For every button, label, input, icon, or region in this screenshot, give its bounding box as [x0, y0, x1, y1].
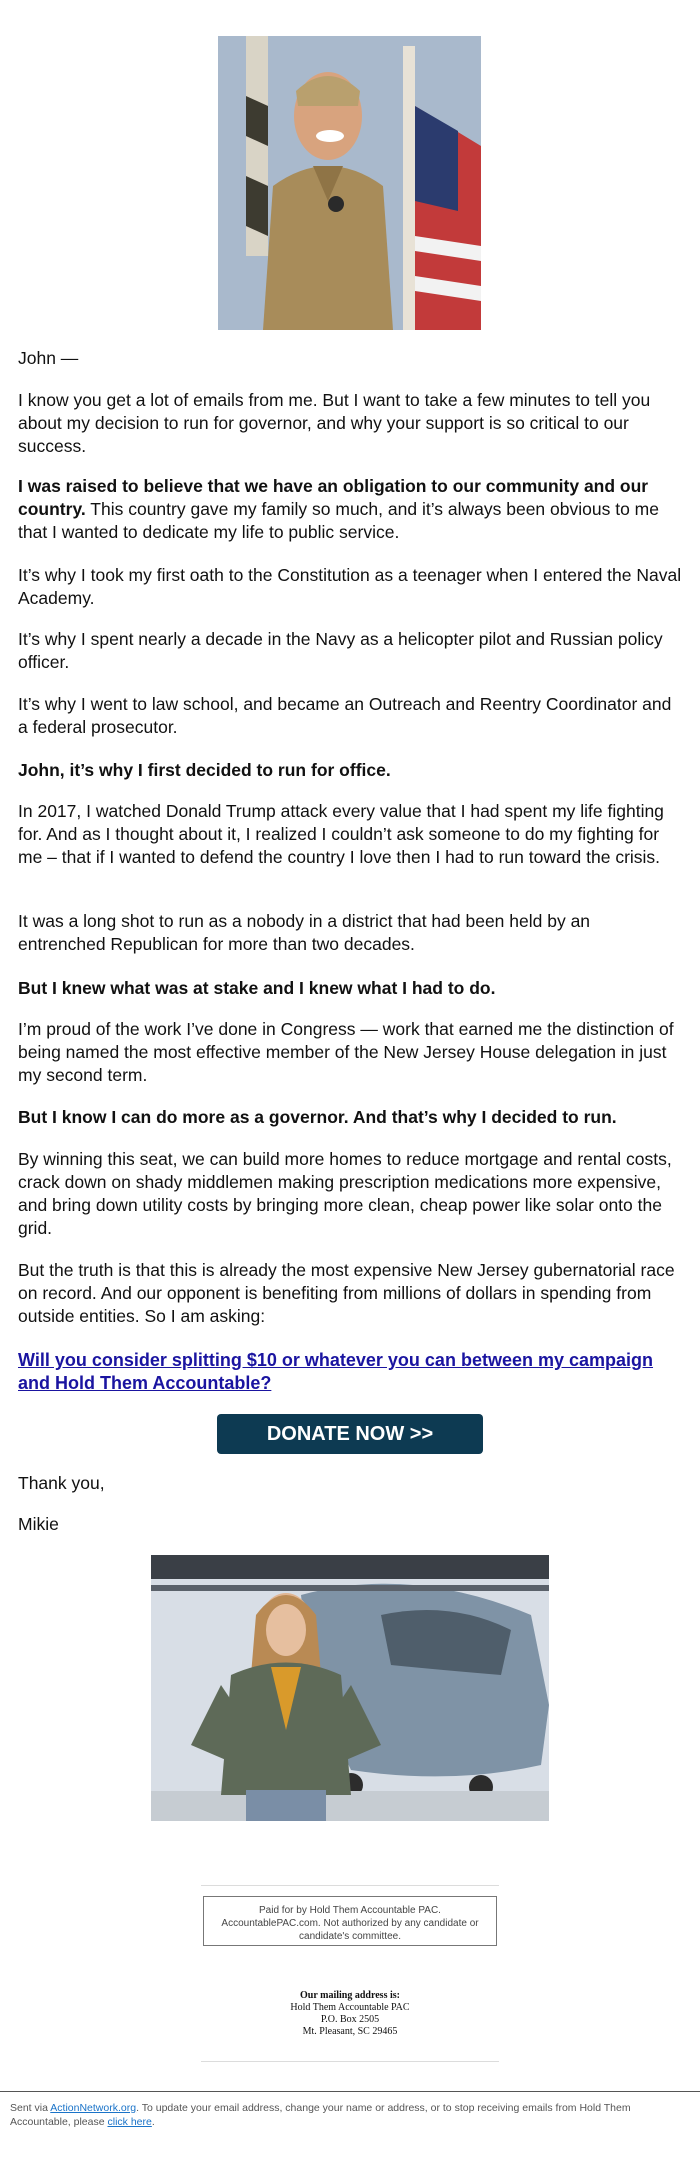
footer-suffix: . — [151, 2116, 155, 2128]
hero-photo-illustration — [218, 36, 481, 330]
greeting: John — — [18, 348, 79, 368]
footer-middle: . To update your email address, change your name or address, or to stop receiving emails from Hold Them Accountable, please — [10, 2102, 631, 2128]
paragraph-obligation-rest: This country gave my family so much, and it’s always been obvious to me that I wanted to dedicate my life to public service. — [18, 499, 659, 542]
mailing-address-heading: Our mailing address is: — [300, 1990, 400, 2001]
paragraph-congress: I’m proud of the work I’ve done in Congress — work that earned me the distinction of being named the most effective member of the New Jersey House delegation in just my second term. — [18, 1019, 674, 1085]
donation-ask-link[interactable]: Will you consider splitting $10 or whatever you can between my campaign and Hold Them Accountable? — [18, 1350, 654, 1393]
paragraph-obligation-bold: I was raised to believe that we have an obligation to our community and our country. — [18, 476, 649, 519]
paid-for-disclaimer: Paid for by Hold Them Accountable PAC. AccountablePAC.com. Not authorized by any candidate or candidate's committee. — [203, 1896, 497, 1946]
paragraph-oath: It’s why I took my first oath to the Constitution as a teenager when I entered the Naval Academy. — [18, 565, 682, 608]
paragraph-knew-what-was-at-stake: But I knew what was at stake and I knew what I had to do. — [18, 978, 496, 998]
paragraph-long-shot: It was a long shot to run as a nobody in a district that had been held by an entrenched Republican for more than two decades. — [18, 911, 591, 954]
paragraph-law-school: It’s why I went to law school, and became an Outreach and Reentry Coordinator and a federal prosecutor. — [18, 694, 672, 737]
photo-helicopter-pilot — [151, 1555, 549, 1821]
mailing-address-line-3: Mt. Pleasant, SC 29465 — [302, 2026, 398, 2037]
footer-prefix: Sent via — [10, 2102, 51, 2114]
paragraph-2017: In 2017, I watched Donald Trump attack every value that I had spent my life fighting for. And as I thought about it, I realized I couldn’t ask someone to do my fighting for me – that if I wanted to defend the country I love then I had to run toward the crisis. — [18, 801, 664, 867]
signoff: Thank you, — [18, 1473, 105, 1493]
paragraph-obligation — [18, 475, 682, 544]
helicopter-photo-illustration — [151, 1555, 549, 1821]
footer-rule — [0, 2091, 700, 2092]
hero-photo-naval-academy — [218, 36, 481, 330]
mailing-address-line-1: Hold Them Accountable PAC — [290, 2002, 410, 2013]
paragraph-truth: But the truth is that this is already the most expensive New Jersey gubernatorial race on record. And our opponent is benefiting from millions of dollars in spending from outside entities. So I am asking: — [18, 1260, 675, 1326]
paragraph-winning-seat: By winning this seat, we can build more homes to reduce mortgage and rental costs, crack down on shady middlemen making prescription medications more expensive, and bring down utility costs by bringing more clean, cheap power like solar onto the grid. — [18, 1149, 672, 1238]
paragraph-navy: It’s why I spent nearly a decade in the Navy as a helicopter pilot and Russian policy officer. — [18, 629, 663, 672]
actionnetwork-link[interactable]: ActionNetwork.org — [50, 2102, 137, 2114]
paragraph-intro: I know you get a lot of emails from me. But I want to take a few minutes to tell you about my decision to run for governor, and why your support is so critical to our success. — [18, 390, 651, 456]
footer-unsubscribe-notice — [10, 2101, 680, 2129]
paragraph-governor: But I know I can do more as a governor. And that’s why I decided to run. — [18, 1107, 617, 1127]
mailing-address — [200, 1990, 500, 2038]
unsubscribe-link[interactable]: click here — [107, 2116, 152, 2128]
mailing-address-line-2: P.O. Box 2505 — [320, 2014, 380, 2025]
signature: Mikie — [18, 1514, 59, 1534]
footer-divider-top — [201, 1885, 499, 1886]
paragraph-run-for-office: John, it’s why I first decided to run for office. — [18, 760, 391, 780]
donate-now-button[interactable]: DONATE NOW >> — [217, 1414, 483, 1454]
footer-divider-bottom — [201, 2061, 499, 2062]
